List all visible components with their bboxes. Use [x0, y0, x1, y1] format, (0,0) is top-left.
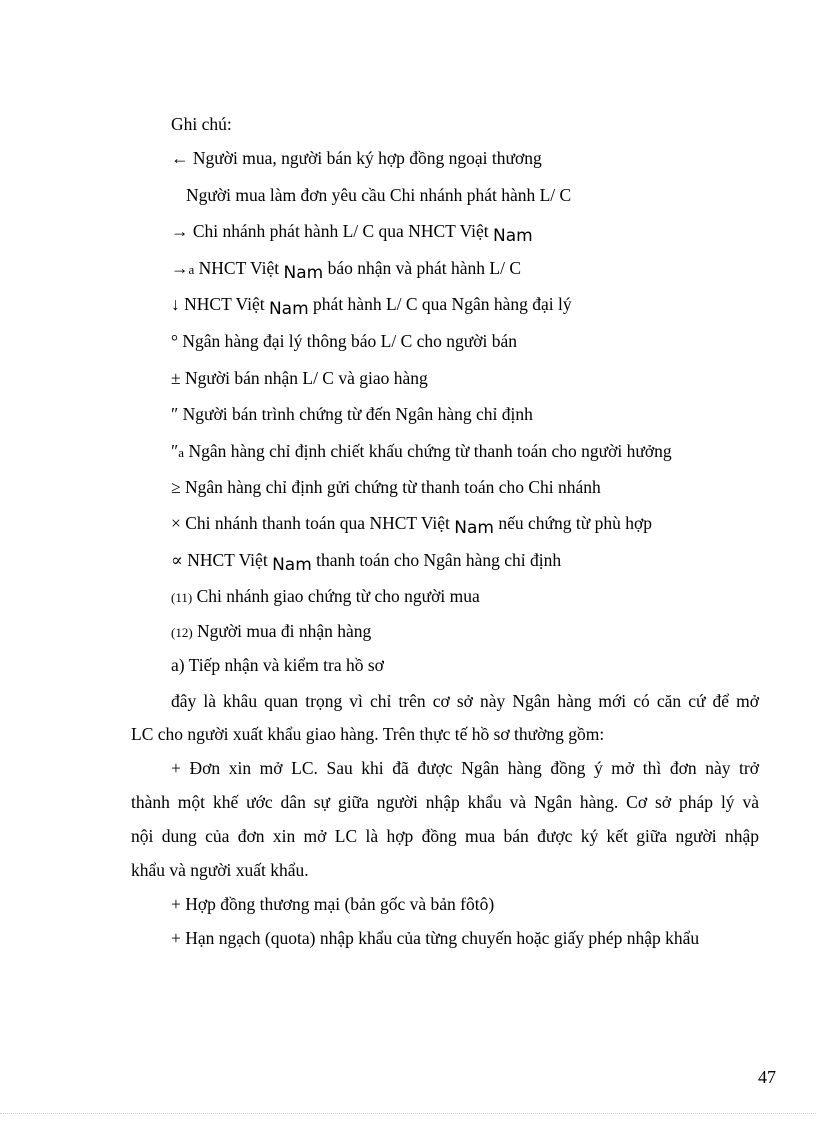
- country-name: Nam: [268, 299, 309, 319]
- double-prime-icon: ″: [171, 441, 179, 461]
- note-8: ″ Người bán trình chứng từ đến Ngân hàng chỉ định: [171, 404, 533, 424]
- page-number: 47: [758, 1067, 776, 1087]
- paragraph-line: LC cho người xuất khẩu giao hàng. Trên thực tế hồ sơ thường gồm:: [131, 724, 605, 744]
- section-title: a) Tiếp nhận và kiểm tra hồ sơ: [171, 655, 384, 675]
- double-prime-icon: ″: [171, 404, 179, 424]
- paragraph-line: + Đơn xin mở LC. Sau khi đã được Ngân hàng đồng ý mở thì đơn này trở: [171, 758, 759, 778]
- note-1: ← Người mua, người bán ký hợp đồng ngoại thương: [171, 148, 542, 168]
- paragraph-line: thành một khế ước dân sự giữa người nhập khẩu và Ngân hàng. Cơ sở pháp lý và: [131, 792, 759, 812]
- country-name: Nam: [454, 518, 494, 538]
- note-4: →a NHCT Việt Nam báo nhận và phát hành L/ C: [171, 258, 522, 283]
- greater-equal-icon: ≥: [171, 477, 181, 497]
- note-9: ″a Ngân hàng chỉ định chiết khấu chứng từ thanh toán cho người hưởng: [171, 441, 672, 461]
- arrow-right-icon: →: [171, 221, 189, 241]
- country-name: Nam: [283, 263, 324, 283]
- paragraph-line: đây là khâu quan trọng vì chỉ trên cơ sở này Ngân hàng mới có căn cứ để mở: [171, 691, 759, 711]
- note-11: × Chi nhánh thanh toán qua NHCT Việt Nam nếu chứng từ phù hợp: [171, 513, 652, 538]
- note-12: ∝ NHCT Việt Nam thanh toán cho Ngân hàng chỉ định: [171, 550, 562, 575]
- country-name: Nam: [272, 555, 312, 575]
- plus-minus-icon: ±: [171, 368, 181, 388]
- proportional-icon: ∝: [171, 550, 183, 570]
- note-number: (11): [171, 590, 193, 605]
- list-item: + Hợp đồng thương mại (bản gốc và bản fôtô): [171, 894, 495, 914]
- country-name: Nam: [493, 226, 533, 246]
- note-14: (12) Người mua đi nhận hàng: [171, 621, 372, 641]
- note-2: Người mua làm đơn yêu cầu Chi nhánh phát hành L/ C: [186, 185, 572, 205]
- notes-heading: Ghi chú:: [171, 114, 232, 134]
- note-subscript: a: [188, 262, 195, 277]
- note-5: ↓ NHCT Việt Nam phát hành L/ C qua Ngân hàng đại lý: [171, 294, 572, 319]
- page-bottom-divider: [0, 1113, 816, 1114]
- note-7: ± Người bán nhận L/ C và giao hàng: [171, 368, 428, 388]
- arrow-left-icon: ←: [171, 148, 189, 168]
- note-number: (12): [171, 625, 193, 640]
- arrow-right-icon: →: [171, 258, 189, 278]
- paragraph-line: nội dung của đơn xin mở LC là hợp đồng mua bán được ký kết giữa người nhập: [131, 826, 759, 846]
- list-item: + Hạn ngạch (quota) nhập khẩu của từng chuyến hoặc giấy phép nhập khẩu: [171, 928, 700, 948]
- note-13: (11) Chi nhánh giao chứng từ cho người mua: [171, 586, 480, 606]
- note-10: ≥ Ngân hàng chỉ định gửi chứng từ thanh toán cho Chi nhánh: [171, 477, 601, 497]
- paragraph-line: khẩu và người xuất khẩu.: [131, 860, 309, 880]
- note-6: ° Ngân hàng đại lý thông báo L/ C cho người bán: [171, 331, 518, 351]
- multiply-icon: ×: [171, 513, 181, 533]
- note-subscript: a: [178, 445, 185, 460]
- arrow-down-icon: ↓: [171, 294, 180, 314]
- degree-icon: °: [171, 331, 178, 351]
- note-3: → Chi nhánh phát hành L/ C qua NHCT Việt Nam: [171, 221, 533, 246]
